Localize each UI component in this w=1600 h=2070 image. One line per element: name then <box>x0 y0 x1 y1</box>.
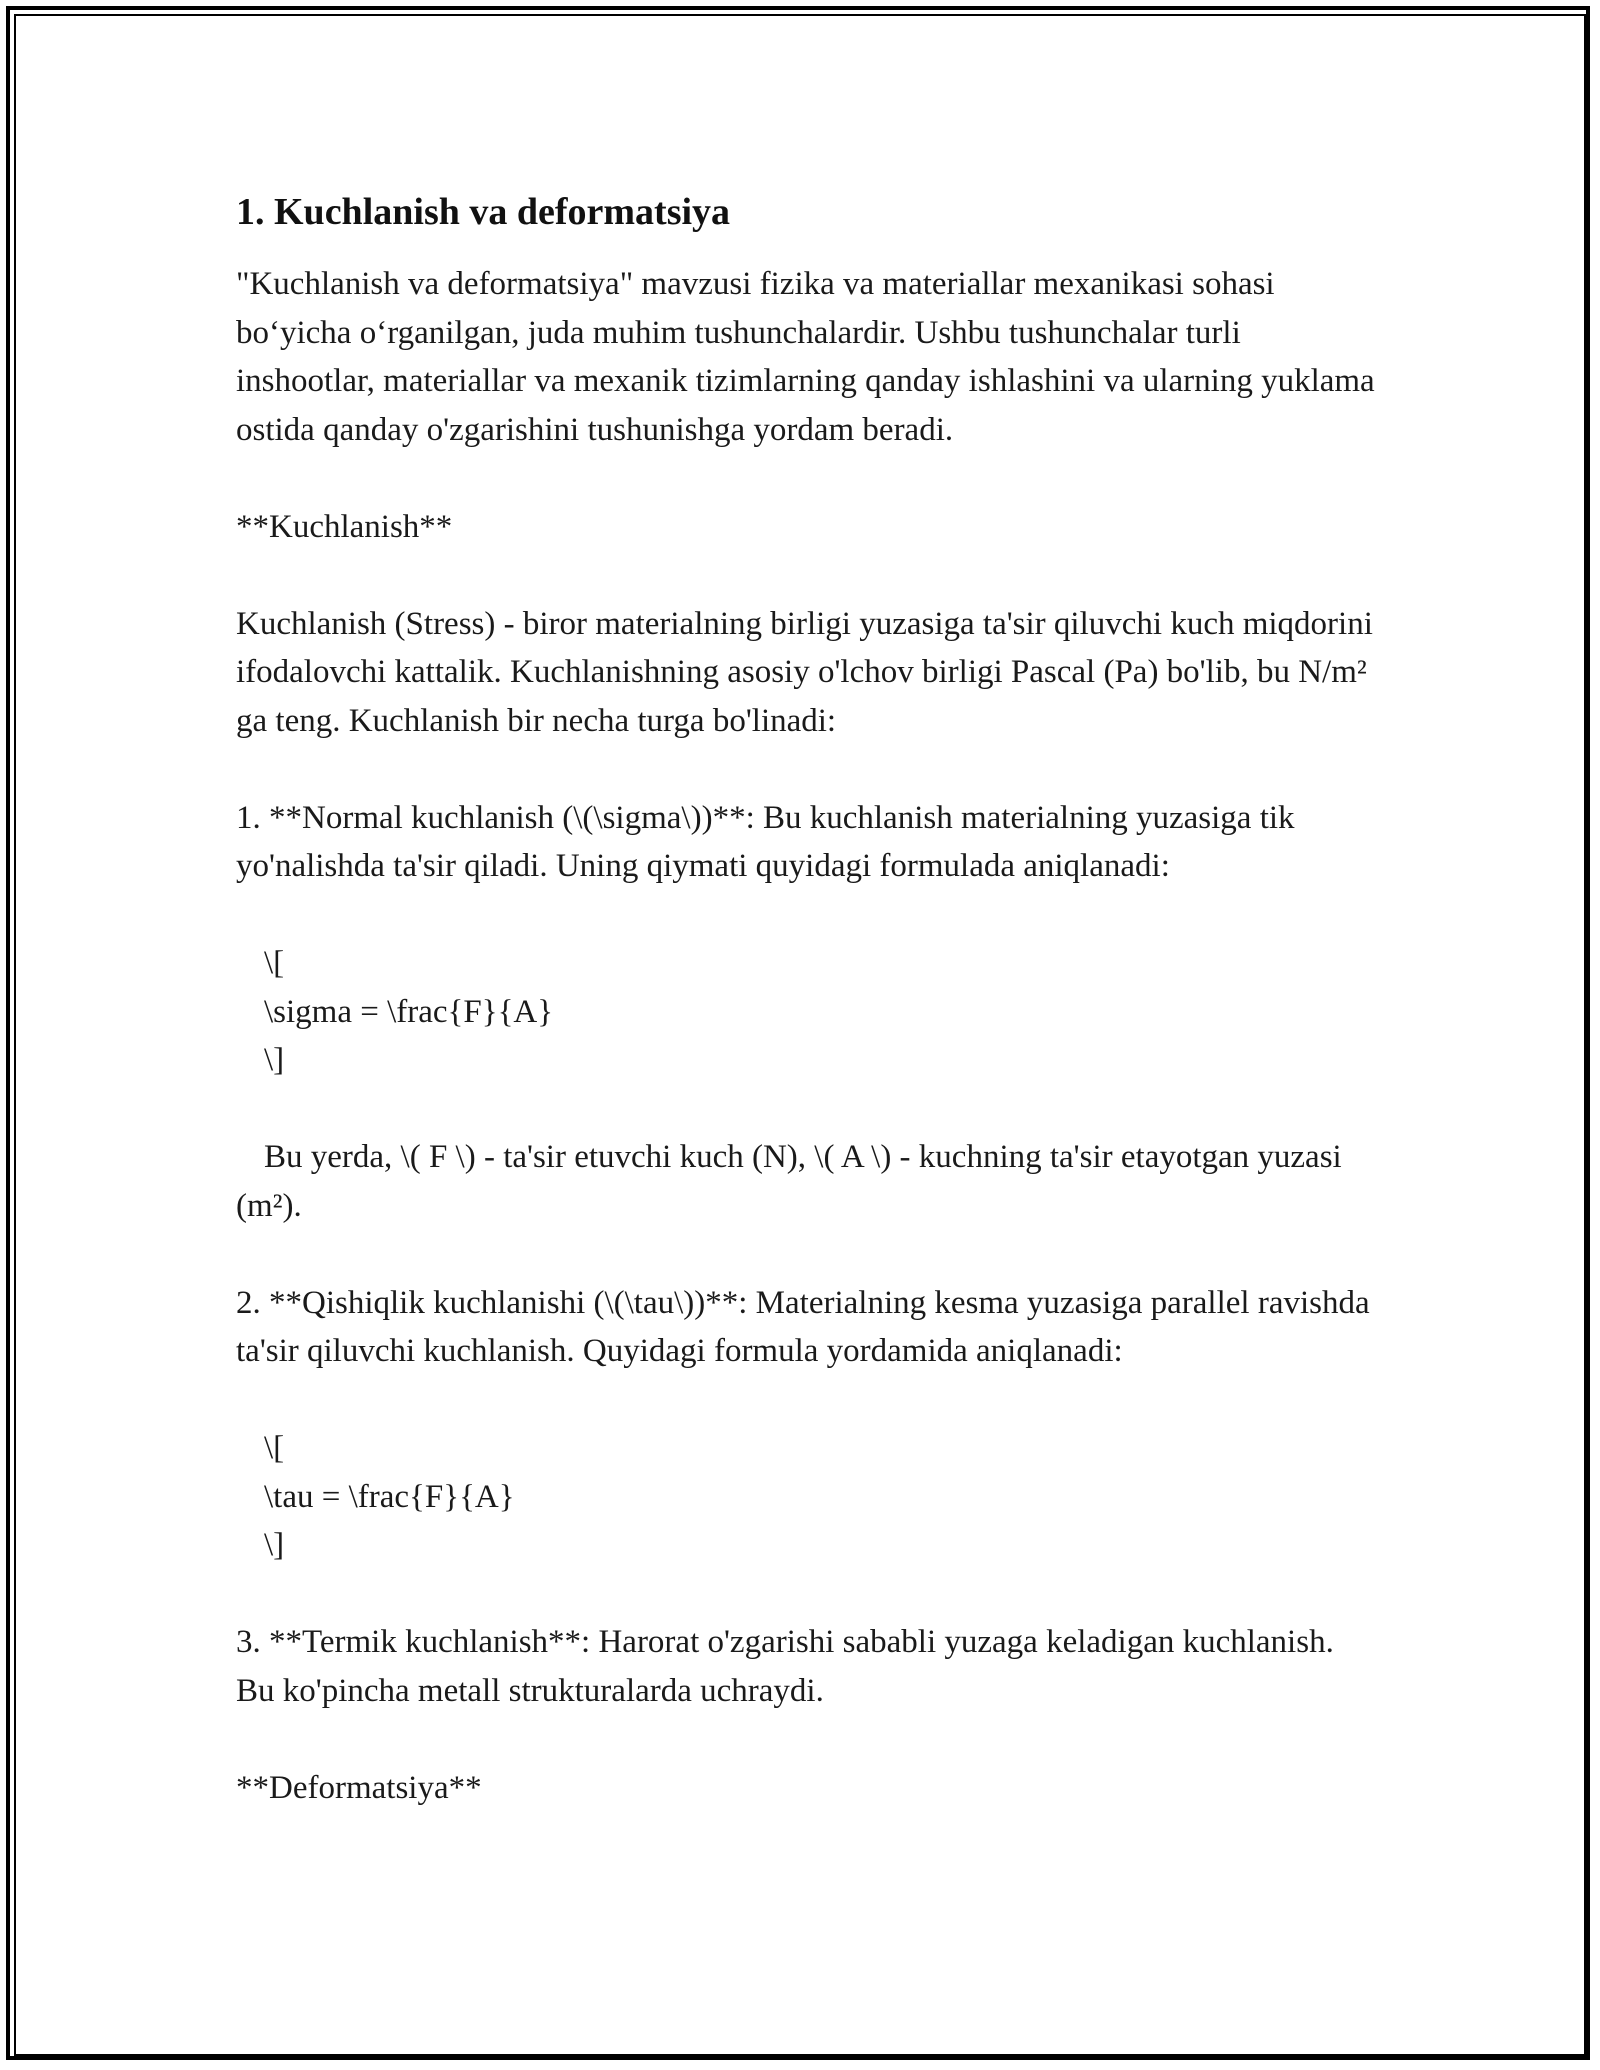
spacer <box>236 745 1376 794</box>
formula-body: \sigma = \frac{F}{A} <box>264 993 554 1030</box>
spacer <box>236 1376 1376 1425</box>
formula-open: \[ <box>264 945 285 981</box>
explanation-paragraph <box>236 1133 1376 1230</box>
formula-open: \[ <box>264 1430 285 1466</box>
spacer <box>236 454 1376 503</box>
formula-close: \] <box>264 1527 285 1563</box>
spacer <box>236 1570 1376 1619</box>
document-body <box>236 186 1376 1812</box>
intro-paragraph: "Kuchlanish va deformatsiya" mavzusi fizika va materiallar mexanikasi sohasi bo‘yicha o‘rganilgan, juda muhim tushunchalardir. Ushbu tushunchalar turli inshootlar, materiallar va mexanik tizimlarning qanday ishlashini va ularning yuklama ostida qanday o'zgarishini tushunishga yordam beradi. <box>236 266 1375 448</box>
formula-body: \tau = \frac{F}{A} <box>264 1478 515 1515</box>
formula-block-sigma <box>236 939 1376 1085</box>
list-item-thermal-stress: 3. **Termik kuchlanish**: Harorat o'zgarishi sababli yuzaga keladigan kuchlanish. Bu ko'pincha metall strukturalarda uchraydi. <box>236 1624 1334 1709</box>
spacer <box>236 1715 1376 1764</box>
section-heading: 1. Kuchlanish va deformatsiya <box>236 191 731 233</box>
explanation-text: Bu yerda, \( F \) - ta'sir etuvchi kuch (N), \( A \) - kuchning ta'sir etayotgan yuzasi (m²). <box>236 1139 1342 1224</box>
formula-block-tau <box>236 1424 1376 1570</box>
stress-definition: Kuchlanish (Stress) - biror materialning birligi yuzasiga ta'sir qiluvchi kuch miqdorini ifodalovchi kattalik. Kuchlanishning asosiy o'lchov birligi Pascal (Pa) bo'lib, bu N/m² ga teng. Kuchlanish bir necha turga bo'linadi: <box>236 605 1373 739</box>
spacer <box>236 1230 1376 1279</box>
spacer <box>236 1085 1376 1134</box>
spacer <box>236 891 1376 940</box>
stress-heading: **Kuchlanish** <box>236 508 453 545</box>
list-item-shear-stress: 2. **Qishiqlik kuchlanishi (\(\tau\))**: Materialning kesma yuzasiga parallel ravishda ta'sir qiluvchi kuchlanish. Quyidagi formula yordamida aniqlanadi: <box>236 1284 1370 1369</box>
formula-close: \] <box>264 1042 285 1078</box>
deformation-heading: **Deformatsiya** <box>236 1769 482 1806</box>
list-item-normal-stress: 1. **Normal kuchlanish (\(\sigma\))**: Bu kuchlanish materialning yuzasiga tik yo'nalishda ta'sir qiladi. Uning qiymati quyidagi formulada aniqlanadi: <box>236 799 1295 884</box>
spacer <box>236 551 1376 600</box>
